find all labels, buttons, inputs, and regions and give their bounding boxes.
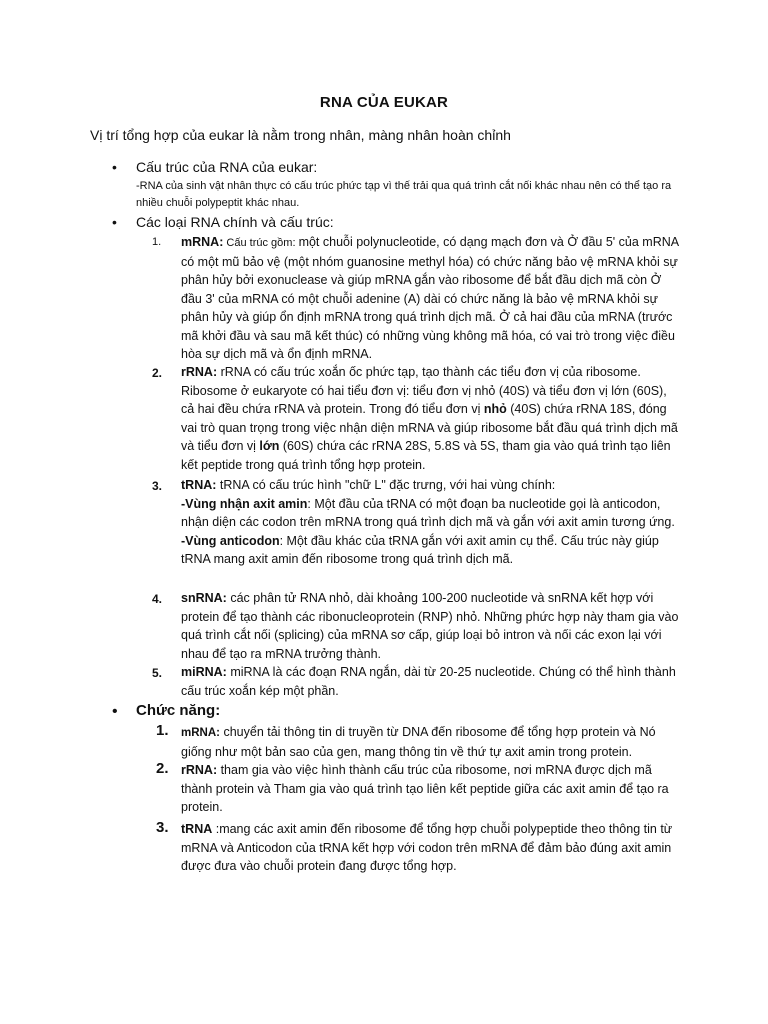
list-number: 5.	[152, 666, 163, 680]
item-lead: Cấu trúc gồm:	[223, 237, 299, 249]
item-emphasis: lớn	[259, 439, 280, 453]
list-number: 2.	[152, 366, 163, 380]
item-text: rRNA có cấu trúc xoắn ốc phức tạp, tạo thành các tiểu đơn vị của ribosome. Ribosome ở eukaryote có hai tiểu đơn vị: tiểu đơn vị nhỏ (40S) và tiểu đơn vị lớn (60S), cả hai đều chứa rRNA và protein. Trong đó tiểu đơn vị	[181, 365, 667, 416]
item-subpoint	[181, 495, 681, 532]
list-item-mirna-structure	[181, 663, 681, 700]
section-structure-note: -RNA của sinh vật nhân thực có cấu trúc phức tạp vì thế trải qua quá trình cắt nối khác nhau nên có thể tạo ra nhiều chuỗi polypeptit khác nhau.	[136, 180, 672, 209]
page-title: RNA CỦA EUKAR	[319, 94, 449, 111]
list-item-rrna-structure	[181, 363, 681, 474]
list-item-rrna-function	[181, 761, 681, 817]
item-text: :mang các axit amin đến ribosome để tổng hợp chuỗi polypeptide theo thông tin từ mRNA và Anticodon của tRNA kết hợp với codon trên mRNA để đảm bảo đúng axit amin được đưa vào chuỗi protein đang được tổng hợp.	[181, 822, 673, 873]
item-label: rRNA:	[181, 763, 218, 777]
item-text: (40S) chứa rRNA 18S, đóng vai trò quan trọng trong việc nhận diện mRNA và giúp ribosome bắt đầu quá trình dịch mã và tiểu đơn vị	[181, 402, 678, 453]
item-text: tRNA có cấu trúc hình "chữ L" đặc trưng, với hai vùng chính:	[216, 478, 556, 492]
item-label: tRNA	[181, 822, 213, 836]
list-number: 3.	[156, 819, 169, 836]
item-text: tham gia vào việc hình thành cấu trúc của ribosome, nơi mRNA được dịch mã thành protein và Tham gia vào quá trình tạo liên kết peptide giữa các axit amin để tạo ra protein.	[181, 763, 669, 814]
item-label: mRNA:	[181, 235, 224, 249]
list-item-mrna-structure	[181, 233, 681, 364]
intro-paragraph: Vị trí tổng hợp của eukar là nằm trong nhân, màng nhân hoàn chỉnh	[90, 127, 511, 143]
item-label: snRNA:	[181, 591, 227, 605]
bullet-dot: •	[112, 214, 117, 230]
item-text: miRNA là các đoạn RNA ngắn, dài từ 20-25 nucleotide. Chúng có thể hình thành cấu trúc xoắn kép một phần.	[181, 665, 676, 698]
item-sublabel: -Vùng anticodon	[181, 533, 280, 548]
item-sublabel: -Vùng nhận axit amin	[181, 496, 308, 511]
item-text: một chuỗi polynucleotide, có dạng mạch đơn và Ở đầu 5' của mRNA có một mũ bảo vệ (một nhóm guanosine methyl hóa) có chức năng bảo vệ mRNA khỏi sự phân hủy bởi exonuclease và giúp mRNA gắn vào ribosome để bắt đầu dịch mã còn Ở đầu 3' của mRNA có một chuỗi adenine (A) dài có chức năng là bảo vệ mRNA khỏi sự phân hủy và giúp ổn định mRNA trong quá trình dịch mã. Ở cả hai đầu của mRNA (trước mã khởi đầu và sau mã kết thúc) có những vùng không mã hóa, có vai trò trong việc điều hòa sự dịch mã và ổn định mRNA.	[181, 235, 679, 361]
list-number: 1.	[152, 236, 162, 248]
list-item-mrna-function	[181, 723, 681, 761]
section-types-heading: Các loại RNA chính và cấu trúc:	[136, 214, 334, 230]
bullet-dot: •	[112, 703, 118, 720]
list-item-snrna-structure	[181, 589, 681, 663]
section-function-heading: Chức năng:	[136, 702, 221, 719]
item-label: miRNA:	[181, 665, 227, 679]
list-item-trna-structure	[181, 476, 681, 569]
item-subpoint	[181, 532, 681, 569]
item-text: các phân tử RNA nhỏ, dài khoảng 100-200 nucleotide và snRNA kết hợp với protein để tạo thành các ribonucleoprotein (RNP) nhỏ. Những phức hợp này tham gia vào quá trình cắt nối (splicing) của mRNA sơ cấp, giúp loại bỏ intron và nối các exon lại với nhau để tạo ra mRNA trưởng thành.	[181, 591, 679, 661]
item-label: tRNA:	[181, 478, 217, 492]
bullet-dot: •	[112, 159, 117, 175]
item-subtext: : Một đầu khác của tRNA gắn với axit amin cụ thể. Cấu trúc này giúp tRNA mang axit amin đến ribosome trong quá trình dịch mã.	[181, 533, 659, 566]
item-emphasis: nhỏ	[483, 402, 507, 416]
item-text: chuyển tải thông tin di truyền từ DNA đến ribosome để tổng hợp protein và Nó giống như một bản sao của gen, mang thông tin về thứ tự axit amin trong protein.	[181, 725, 656, 759]
section-structure-heading: Cấu trúc của RNA của eukar:	[136, 159, 318, 175]
list-number: 3.	[152, 479, 163, 493]
item-label: mRNA:	[181, 727, 220, 739]
list-item-trna-function	[181, 820, 681, 876]
list-number: 4.	[152, 592, 163, 606]
item-line	[181, 476, 681, 495]
list-number: 1.	[156, 722, 169, 739]
item-text: (60S) chứa các rRNA 28S, 5.8S và 5S, tham gia vào quá trình tạo liên kết peptide trong quá trình tổng hợp protein.	[181, 439, 671, 472]
item-label: rRNA:	[181, 365, 218, 379]
list-number: 2.	[156, 760, 169, 777]
item-subtext: : Một đầu của tRNA có một đoạn ba nucleotide gọi là anticodon, nhận diện các codon trên mRNA trong quá trình dịch mã và gắn với axit amin tương ứng.	[181, 496, 675, 529]
